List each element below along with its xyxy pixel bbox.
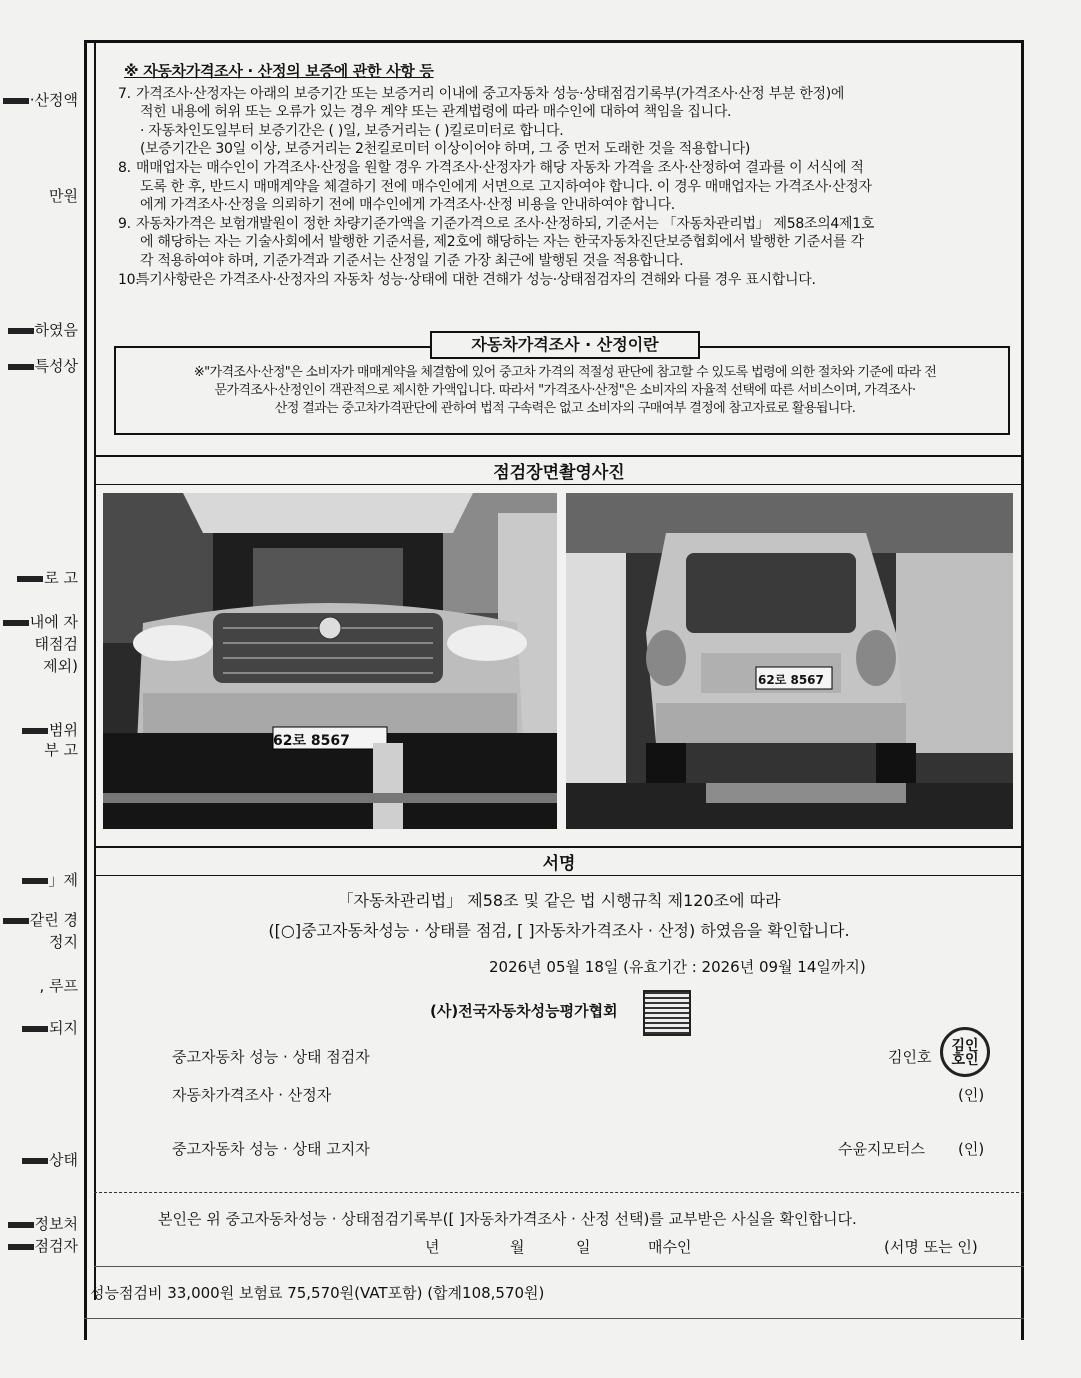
guarantee-item-number: 7.	[118, 85, 131, 102]
left-strip-text: ·산정액	[29, 91, 78, 109]
guarantee-line	[118, 122, 1013, 141]
guarantee-line-text: 도록 한 후, 반드시 매매계약을 체결하기 전에 매수인에게 서면으로 고지하여야 합니다. 이 경우 매매업자는 가격조사·산정자	[140, 178, 872, 195]
association-stamp	[643, 990, 691, 1036]
receipt-statement: 본인은 위 중고자동차성능 · 상태점검기록부([ ]자동차가격조사 · 산정 선택)를 교부받은 사실을 확인합니다.	[158, 1210, 857, 1228]
divider	[94, 1266, 1024, 1267]
guarantee-line	[118, 178, 1013, 197]
divider	[94, 846, 1024, 848]
guarantee-item-number: 8.	[118, 159, 131, 176]
redaction-bar	[8, 1244, 34, 1250]
guarantee-line	[118, 233, 1013, 252]
receipt-year: 년	[425, 1238, 440, 1256]
redaction-bar	[22, 878, 48, 884]
left-strip-text: 부 고	[44, 741, 78, 759]
redaction-bar	[8, 1222, 34, 1228]
guarantee-line-text: 매매업자는 매수인이 가격조사·산정을 원할 경우 가격조사·산정자가 해당 자동차 가격을 조사·산정하여 결과를 이 서식에 적	[136, 159, 864, 176]
redaction-bar	[22, 728, 48, 734]
guarantee-line-text: 각 적용하여야 하며, 기준가격과 기준서는 산정일 기준 가장 최근에 발행된 것을 적용합니다.	[140, 252, 684, 269]
association-name: (사)전국자동차성능평가협회	[430, 1002, 618, 1020]
divider	[94, 1192, 1024, 1193]
divider	[94, 875, 1024, 876]
guarantee-line-text: 적힌 내용에 허위 또는 오류가 있는 경우 계약 또는 관계법령에 따라 매수인에 대하여 책임을 집니다.	[140, 104, 732, 121]
notifier-name: 수윤지모터스	[838, 1140, 925, 1158]
left-strip-fragment	[22, 872, 79, 889]
guarantee-line	[118, 271, 1013, 290]
appraiser-seal: (인)	[958, 1086, 985, 1104]
guarantee-line-text: 특기사항란은 가격조사·산정자의 자동차 성능·상태에 대한 견해가 성능·상태점검자의 견해와 다를 경우 표시합니다.	[136, 271, 816, 288]
left-strip-fragment	[49, 188, 78, 205]
guarantee-line	[118, 85, 1013, 104]
left-strip-fragment	[3, 614, 78, 631]
definition-text	[134, 364, 996, 418]
left-strip-text: 만원	[49, 187, 78, 205]
left-strip-text: 상태	[49, 1151, 78, 1169]
left-strip-fragment	[35, 636, 78, 653]
notifier-seal: (인)	[958, 1140, 985, 1158]
left-strip-fragment	[8, 1238, 78, 1255]
front-plate-text: 62로 8567	[273, 733, 350, 749]
left-strip-fragment	[43, 658, 78, 675]
redaction-bar	[8, 328, 34, 334]
left-strip-text: , 루프	[39, 977, 78, 995]
fee-summary: 성능점검비 33,000원 보험료 75,570원(VAT포함) (합계108,570원)	[90, 1284, 545, 1302]
left-strip-fragment	[44, 742, 78, 759]
divider	[94, 455, 1024, 457]
photo-section-title: 점검장면촬영사진	[493, 463, 625, 483]
left-strip-text: 로 고	[44, 569, 78, 587]
notifier-label: 중고자동차 성능 · 상태 고지자	[172, 1140, 370, 1158]
left-strip-text: 특성상	[34, 357, 78, 375]
definition-title: 자동차가격조사 · 산정이란	[430, 331, 700, 359]
guarantee-item-number: 10.	[118, 271, 140, 288]
confirmation-statement: ([○]중고자동차성능 · 상태를 점검, [ ]자동차가격조사 · 산정) 하였음을 확인합니다.	[268, 921, 850, 940]
redaction-bar	[8, 364, 34, 370]
guarantee-line-text: 에게 가격조사·산정을 의뢰하기 전에 매수인에게 가격조사·산정 비용을 안내하여야 합니다.	[140, 197, 675, 214]
left-strip-fragment	[39, 978, 78, 995]
left-strip-fragment	[3, 92, 78, 109]
left-strip-fragment	[17, 570, 78, 587]
guarantee-line-text: 자동차가격은 보험개발원이 정한 차량기준가액을 기준가격으로 조사·산정하되, 기준서는 「자동차관리법」 제58조의4제1호	[136, 215, 875, 232]
left-strip-text: 되지	[49, 1019, 78, 1037]
left-strip-text: 같린 경	[29, 911, 78, 929]
left-strip-text: 점검자	[34, 1237, 78, 1255]
receipt-buyer-label: 매수인	[648, 1238, 692, 1256]
law-reference: 「자동차관리법」 제58조 및 같은 법 시행규칙 제120조에 따라	[337, 891, 781, 910]
guarantee-line	[118, 252, 1013, 271]
divider	[94, 484, 1024, 485]
front-inspection-photo	[103, 493, 557, 829]
inspector-seal: 김인 호인	[940, 1027, 990, 1077]
left-strip-fragment	[8, 1216, 78, 1233]
left-strip-text: 제외)	[43, 657, 78, 675]
inspector-label: 중고자동차 성능 · 상태 점검자	[172, 1048, 370, 1066]
inspection-date: 2026년 05월 18일 (유효기간 : 2026년 09월 14일까지)	[489, 958, 866, 976]
guarantee-line-text: · 자동차인도일부터 보증기간은 ( )일, 보증거리는 ( )킬로미터로 합니다.	[140, 122, 564, 139]
left-strip-text: 범위	[49, 721, 78, 739]
rear-car-illustration	[566, 493, 1013, 829]
redaction-bar	[22, 1026, 48, 1032]
left-strip-text: 내에 자	[29, 613, 78, 631]
guarantee-line	[118, 159, 1013, 178]
rear-plate-text: 62로 8567	[758, 673, 824, 687]
left-strip-text: 태점검	[34, 635, 78, 653]
guarantee-line	[118, 140, 1013, 159]
redaction-bar	[22, 1158, 48, 1164]
redaction-bar	[3, 918, 29, 924]
left-strip-fragment	[22, 1152, 78, 1169]
guarantee-line-text: 에 해당하는 자는 기술사회에서 발행한 기준서를, 제2호에 해당하는 자는 한국자동차진단보증협회에서 발행한 기준서를 각	[140, 234, 864, 251]
left-strip-fragment	[8, 322, 78, 339]
left-strip-text: 」제	[48, 871, 78, 889]
left-strip-text: 하였음	[34, 321, 78, 339]
guarantee-line-text: 가격조사·산정자는 아래의 보증기간 또는 보증거리 이내에 중고자동차 성능·상태점검기록부(가격조사·산정 부분 한정)에	[136, 85, 845, 102]
guarantee-line	[118, 196, 1013, 215]
signature-section-title: 서명	[542, 854, 576, 874]
frame-inner-left-border	[94, 40, 96, 1300]
frame-bottom-line	[84, 1318, 1024, 1319]
guarantee-title: ※ 자동차가격조사 · 산정의 보증에 관한 사항 등	[124, 62, 434, 80]
definition-line: 산정 결과는 중고차가격판단에 관하여 법적 구속력은 없고 소비자의 구매여부 결정에 참고자료로 활용됩니다.	[274, 401, 856, 416]
left-strip-fragment	[3, 912, 78, 929]
left-strip-fragment	[22, 1020, 78, 1037]
redaction-bar	[3, 620, 29, 626]
guarantee-line-text: (보증기간은 30일 이상, 보증거리는 2천킬로미터 이상이어야 하며, 그 중 먼저 도래한 것을 적용합니다)	[140, 141, 750, 158]
front-car-illustration	[103, 493, 557, 829]
appraiser-label: 자동차가격조사 · 산정자	[172, 1086, 332, 1104]
guarantee-line	[118, 215, 1013, 234]
guarantee-notes	[118, 62, 1013, 289]
receipt-month: 월	[510, 1238, 525, 1256]
receipt-sign-hint: (서명 또는 인)	[884, 1238, 978, 1256]
rear-inspection-photo	[566, 493, 1013, 829]
redaction-bar	[3, 98, 29, 104]
definition-line: ※"가격조사·산정"은 소비자가 매매계약을 체결함에 있어 중고차 가격의 적절성 판단에 참고할 수 있도록 법령에 의한 절차와 기준에 따라 전	[193, 365, 937, 380]
left-strip-fragment	[22, 722, 78, 739]
left-cropped-column	[0, 40, 84, 1300]
receipt-day: 일	[576, 1238, 591, 1256]
left-strip-text: 정보처	[34, 1215, 78, 1233]
redaction-bar	[17, 576, 43, 582]
guarantee-line	[118, 103, 1013, 122]
inspector-name: 김인호	[888, 1048, 932, 1066]
definition-line: 문가격조사·산정인이 객관적으로 제시한 가액입니다. 따라서 "가격조사·산정"은 소비자의 자율적 선택에 따른 서비스이며, 가격조사·	[214, 383, 916, 398]
left-strip-fragment	[8, 358, 78, 375]
left-strip-fragment	[49, 934, 78, 951]
left-strip-text: 정지	[49, 933, 78, 951]
guarantee-item-number: 9.	[118, 215, 131, 232]
